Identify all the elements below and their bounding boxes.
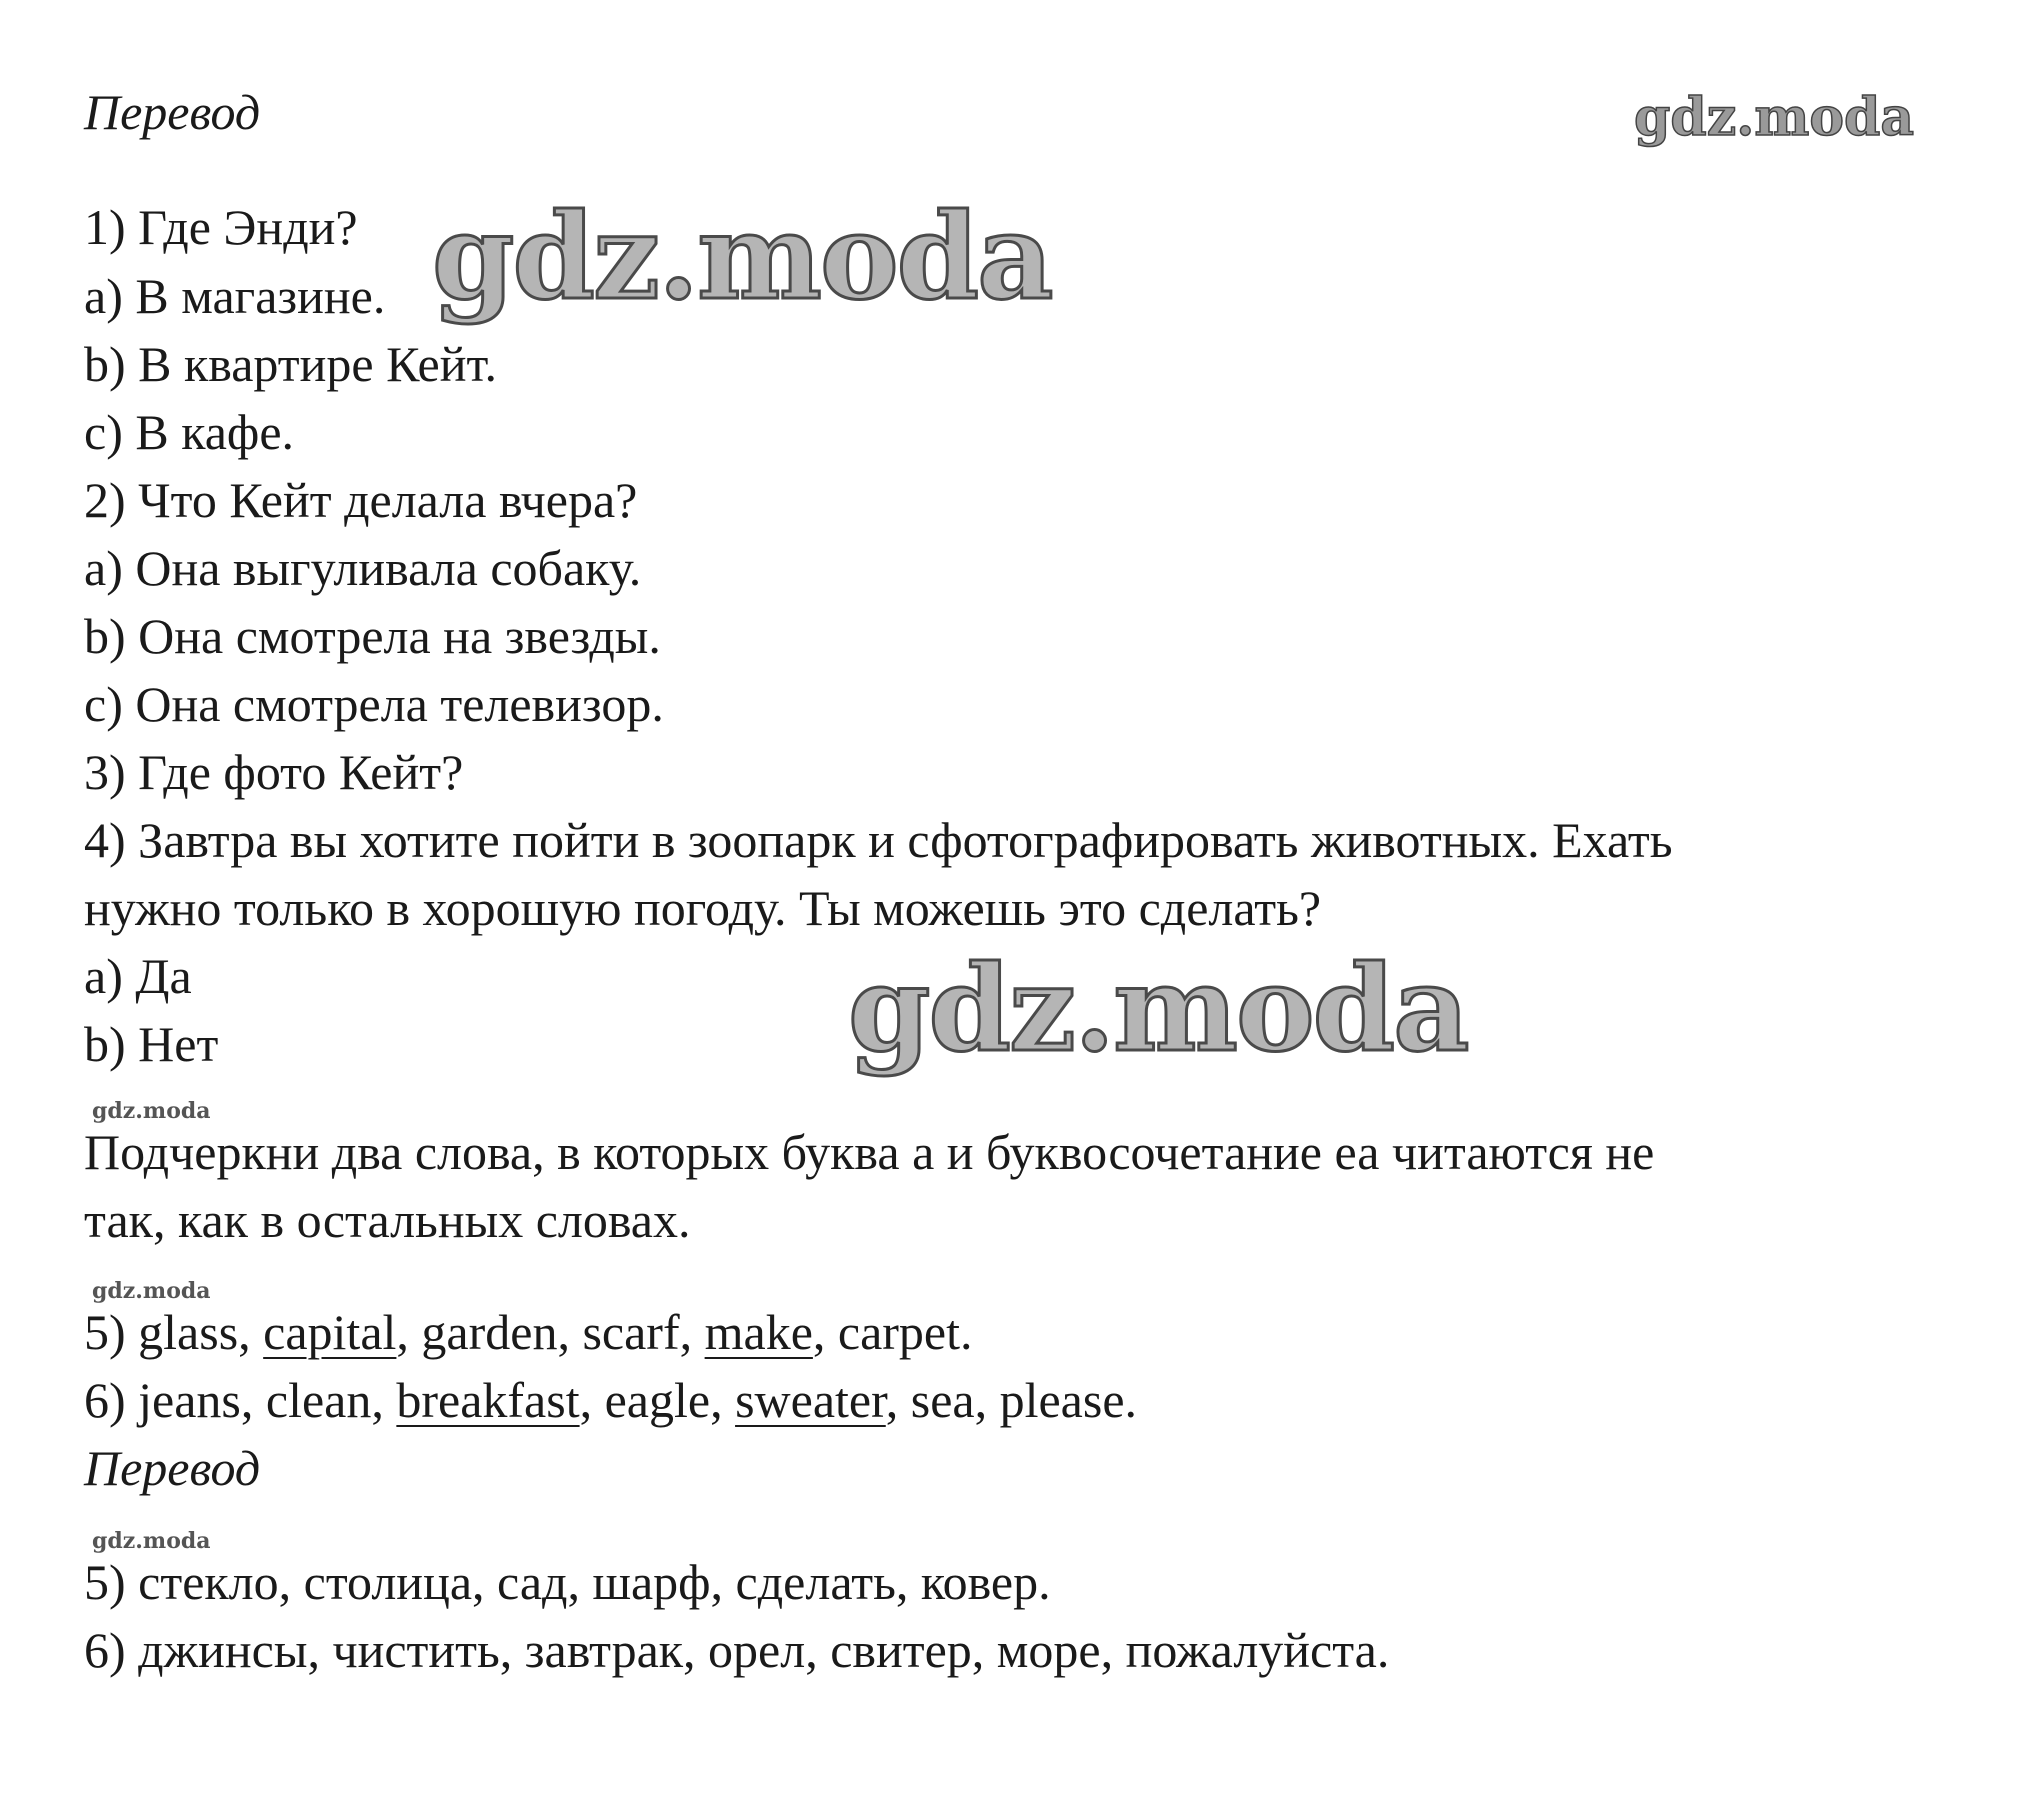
translation-line: 5) стекло, столица, сад, шарф, сделать, ковер. bbox=[84, 1554, 1051, 1610]
watermark-logo-small: gdz.moda bbox=[92, 1098, 211, 1124]
question-line: 4) Завтра вы хотите пойти в зоопарк и сфотографировать животных. Ехать bbox=[84, 812, 1673, 868]
translation-line: 6) джинсы, чистить, завтрак, орел, свитер, море, пожалуйста. bbox=[84, 1622, 1390, 1678]
watermark-logo-top: gdz.moda bbox=[1634, 87, 1915, 148]
watermark-logo-small: gdz.moda bbox=[92, 1278, 211, 1304]
task-instruction: Подчеркни два слова, в которых буква а и буквосочетание еа читаются не bbox=[84, 1124, 1655, 1180]
underlined-word: capital bbox=[263, 1304, 397, 1360]
translation-heading: Перевод bbox=[84, 1440, 261, 1496]
question-line: нужно только в хорошую погоду. Ты можешь это сделать? bbox=[84, 880, 1322, 936]
answer-text: , eagle, bbox=[579, 1372, 736, 1428]
underlined-word: breakfast bbox=[396, 1372, 580, 1428]
answer-text: 6) jeans, clean, bbox=[84, 1372, 397, 1428]
answer-line-5 bbox=[84, 1298, 973, 1366]
underlined-word: sweater bbox=[735, 1372, 886, 1428]
answer-text: , garden, scarf, bbox=[396, 1304, 705, 1360]
answer-option: c) В кафе. bbox=[84, 404, 295, 460]
answer-option: b) В квартире Кейт. bbox=[84, 336, 498, 392]
answer-option: a) Да bbox=[84, 948, 192, 1004]
watermark-logo-large: gdz.moda bbox=[848, 939, 1468, 1078]
task-instruction: так, как в остальных словах. bbox=[84, 1192, 691, 1248]
answer-line-6 bbox=[84, 1366, 1137, 1434]
answer-option: a) Она выгуливала собаку. bbox=[84, 540, 642, 596]
answer-option: b) Нет bbox=[84, 1016, 219, 1072]
watermark-logo-small: gdz.moda bbox=[92, 1528, 211, 1554]
question-line: 2) Что Кейт делала вчера? bbox=[84, 472, 638, 528]
answer-option: a) В магазине. bbox=[84, 268, 386, 324]
translation-heading: Перевод bbox=[84, 84, 261, 140]
watermark-logo-large: gdz.moda bbox=[432, 187, 1052, 326]
question-line: 1) Где Энди? bbox=[84, 199, 358, 255]
answer-text: 5) glass, bbox=[84, 1304, 264, 1360]
underlined-word: make bbox=[704, 1304, 813, 1360]
question-line: 3) Где фото Кейт? bbox=[84, 744, 464, 800]
answer-option: b) Она смотрела на звезды. bbox=[84, 608, 661, 664]
answer-text: , sea, please. bbox=[885, 1372, 1138, 1428]
answer-option: c) Она смотрела телевизор. bbox=[84, 676, 664, 732]
answer-text: , carpet. bbox=[812, 1304, 973, 1360]
